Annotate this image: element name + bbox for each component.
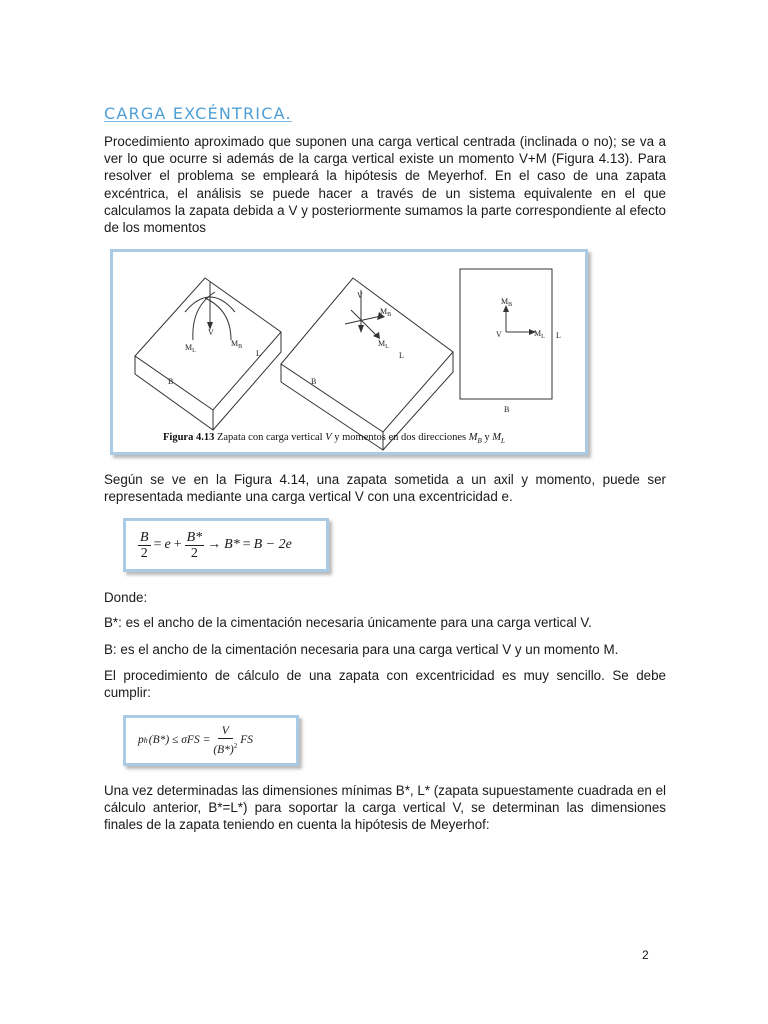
label-ml1: $M_L$ (185, 343, 196, 354)
footing-diagram (113, 252, 585, 452)
equation-2: p h (B*) ≤ σFS = $\frac{V}{(B*)^2}$ FS (123, 715, 299, 766)
definition-b: B: es el ancho de la cimentación necesaria para una carga vertical V y un momento M. (104, 642, 619, 657)
page-number: 2 (642, 948, 649, 962)
label-mb2: $M_B$ (380, 307, 392, 318)
block1-front-face (135, 356, 213, 430)
label-b1: B (168, 377, 174, 386)
label-plan-v: V (496, 330, 502, 339)
paragraph-figure-4-14: Según se ve en la Figura 4.14, una zapata sometida a un axil y momento, puede ser representada mediante una carga vertical V con una excentricidad e. (104, 472, 666, 505)
label-l2: L (399, 351, 404, 360)
fraction-b-over-2: $\frac{B}{2}$ (140, 529, 149, 561)
block2-top-face (281, 278, 453, 432)
label-v2: V (357, 291, 363, 300)
paragraph-procedure: El procedimiento de cálculo de una zapata con excentricidad es muy sencillo. Se debe cumplir: (104, 668, 666, 701)
label-b2: B (311, 377, 317, 386)
equation-1: $\frac{B}{2}$ = e + $\frac{B*}{2}$ → B* = B − 2e (123, 518, 329, 572)
label-mb1: $M_B$ (231, 339, 243, 350)
figure-4-13 (110, 249, 588, 455)
arrow-ml-2 (351, 310, 377, 336)
label-plan-mb: $M_B$ (501, 297, 513, 308)
label-plan-b: B (504, 405, 510, 414)
label-plan-l: L (556, 331, 561, 340)
label-l1: L (256, 349, 261, 358)
donde-label: Donde: (104, 590, 148, 605)
arrow-mb-2 (345, 316, 381, 324)
label-ml2: $M_L$ (378, 339, 389, 350)
label-v1: V (208, 328, 214, 337)
label-plan-ml: $M_L$ (534, 329, 545, 340)
definition-bstar: B*: es el ancho de la cimentación necesaria únicamente para una carga vertical V. (104, 615, 592, 630)
intro-paragraph: Procedimiento aproximado que suponen una carga vertical centrada (inclinada o no); se va a ver lo que ocurre si además de la carga vertical existe un momento V+M (Figura 4.13). Para resolver el problema se empleará la hipótesis de Meyerhof. En el caso de una zapata excéntrica, el análisis se puede hacer a través de un sistema equivalente en el que calculamos la zapata debida a V y posteriormente sumamos la parte correspondiente al efecto de los momentos (104, 134, 666, 236)
fraction-v-over-bstar2: $\frac{V}{(B*)^2}$ (213, 724, 238, 756)
paragraph-meyerhof: Una vez determinadas las dimensiones mínimas B*, L* (zapata supuestamente cuadrada en el cálculo anterior, B*=L*) para soportar la carga vertical V, se determinan las dimensiones finales de la zapata teniendo en cuenta la hipótesis de Meyerhof: (104, 783, 666, 833)
fraction-bstar-over-2: $\frac{B*}{2}$ (186, 529, 203, 561)
figure-caption: Figura 4.13 Zapata con carga vertical V y momentos en dos direcciones $M_B$ y $M_L$ (163, 432, 505, 446)
section-heading: CARGA EXCÉNTRICA. (104, 104, 292, 123)
block1-side-face (213, 332, 281, 430)
